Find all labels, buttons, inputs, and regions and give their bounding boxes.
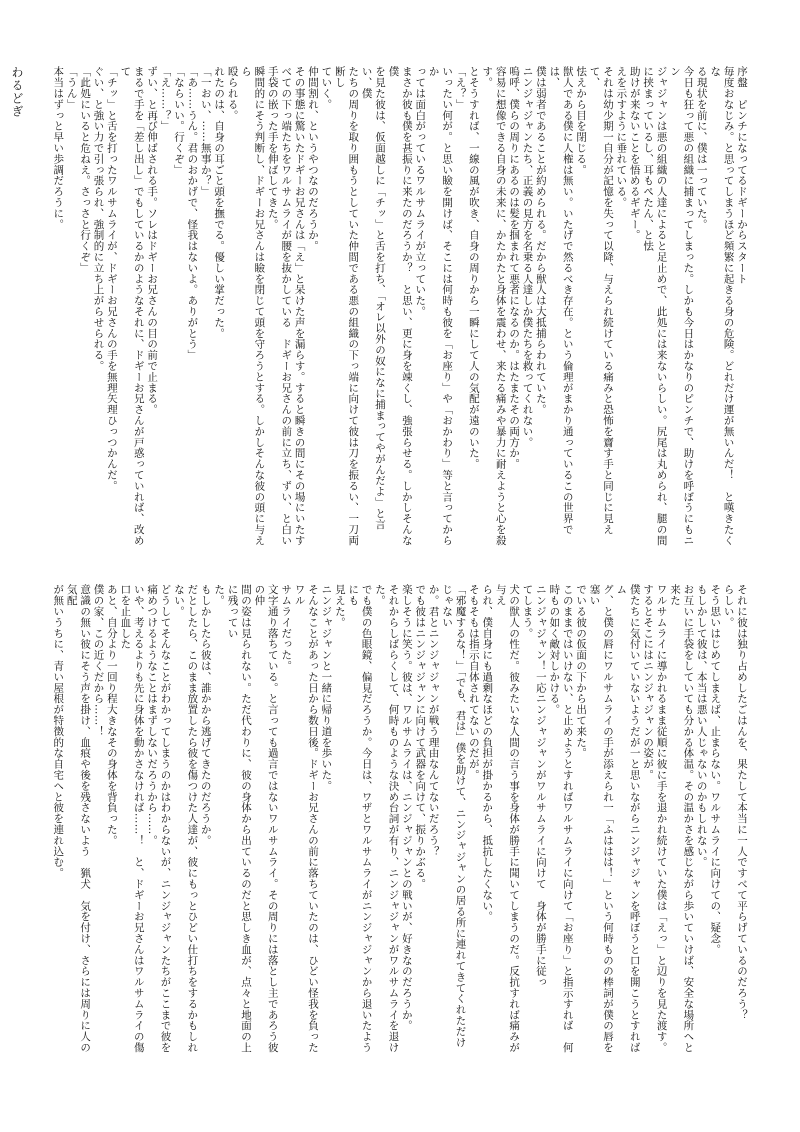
text-line: 怯えから目を閉じる。 xyxy=(575,66,588,175)
text-line: ジャジャンは悪の組織の人達によると足止めで、此処には来ないらしい。尻尾は丸められ、腿の間に挟まっているし、耳もぺたん、と怯 xyxy=(642,66,668,546)
text-line: てしまう。 xyxy=(521,584,534,639)
text-line: でも僕の色眼鏡、偏見だろうか。今日は、ワザとワルサムライがニンジャジャンから退いたようにも xyxy=(347,584,373,1053)
text-line: られ、僕自身にも過剰なほどの負担が掛かるから、抵抗したくない。 xyxy=(481,584,494,922)
text-line: えを示すように垂れている。 xyxy=(615,66,628,208)
text-line: 僕たちに気付いていないようだが一と思いながらニンジャジャンを呼ぼうと口を開こうとすればム xyxy=(615,584,641,1053)
text-line: もしかして彼は、本当は悪い人じゃないのかもしれない。 xyxy=(695,584,708,868)
text-line: するとそこにはニンジャジャンの姿が。 xyxy=(642,584,655,781)
text-line: ニンジャジャン！一応ニンジャジャンがワルサムライに向けて 身体が勝手に従っ xyxy=(534,584,547,988)
text-line: ぐい、と強い力で引っ張られ、強制的に立ち上がらせられる。 xyxy=(92,66,105,372)
text-line: 痛めつけるようなことはまずしないだろうから……。 xyxy=(146,584,159,846)
text-line: もしかしたら彼は、誰かから逃げてきたのだろうか。 xyxy=(199,584,212,846)
text-line: らしい。 xyxy=(722,584,735,628)
text-line: そう思いはじめてしまえば、止まらない。ワルサムライに向けての、疑念。 xyxy=(709,584,722,955)
text-line: でも彼はニンジャジャンに向けて武器を向けて、振りかぶる。 xyxy=(414,584,427,890)
text-line: 序盤 ピンチになってるドギーからスタート xyxy=(736,66,748,284)
text-line: このままではいけない、と止めようとすればワルサムライに向けて「お座り」と指示すれば 何時もの如く敵対しかける。 xyxy=(548,584,574,1053)
text-line: どうしてそんなことがわかってしまうのかはわからないが、ニンジャジャンたちがここまで彼を xyxy=(159,584,172,1053)
text-line: ずい、と再び伸ばされる手。ソレはドギーお兄さんの目の前で止まる。 xyxy=(146,66,159,415)
text-line: グ、と僕の唇にワルサムライの手が添えられ一「ふははは！」という何時ものの棒詞が僕の唇を塞い xyxy=(588,584,614,1053)
text-line: 間の姿は見られない。ただ代わりに、彼の身体から出ているのだと思しき血が、点々と地面の上に残ってい xyxy=(226,584,252,1053)
text-line: ニンジャジャンたち、正義の見方を名乗る人達しか僕たちを救ってくれない。 xyxy=(521,66,534,448)
text-line: ワルサムライに導かれるまま従順に彼に手を退かれ続けていた僕は「えっ」と辺りを見た渡す。 xyxy=(655,584,668,1053)
text-line: ていく。 xyxy=(320,66,333,110)
text-line: でいる彼の仮面の下から出て来た。 xyxy=(575,584,588,759)
text-line: サムライだった。 xyxy=(280,584,293,672)
text-line: ニンジャジャンと一緒に帰り道を歩いた。 xyxy=(320,584,333,792)
text-line: とそうすれば、一線の風が吹き、自身の周りから一瞬にして人の気配が遠のいた。 xyxy=(467,66,480,470)
text-line: その事態に驚いたドギーお兄さんは「え」と呆けた声を漏らす。すると瞬きの間にその場にいたす xyxy=(293,66,306,546)
text-line: たちの周りを取り囲もうとしていた仲間である悪の組織の下っ端に向けて彼は刀を振るい、一刀両断し xyxy=(333,66,360,546)
text-line: 僕は弱者であることが約められる。だから獣人は大抵捕らわれていた。 xyxy=(534,66,547,415)
text-line: まるで手を「差し出し」でもしているかのようなそれに、ドギーお兄さんが戸惑っていれば、改めて xyxy=(119,66,145,546)
text-line: れたのは、自身の耳ごと頭を撫でる。優しい掌だった。 xyxy=(213,66,226,339)
text-line: まさか彼も僕を甚振りに来たのだろうか？ と思い、更に身を竦くし、強張らせる。しかしそんな僕 xyxy=(387,66,413,546)
text-line: 意識の無い彼にそう声を掛け、血痕や後を残さないよう 猟犬 気を付け、さらには周りに人の気配 xyxy=(65,584,92,1053)
text-line: お互いに手袋をしていても分かる体温。その温かさを感じながら歩いていけば、安全な場所へと来た xyxy=(668,584,695,1053)
text-line: べての下っ端たちをワルサムライが腰を抜かしている ドギーお兄さんの前に立ち、ずい、と白い xyxy=(280,66,293,546)
text-line: それからしばらくして、何時ものような決め台詞が有り、ニンジャジャンがワルサムライを退けた。 xyxy=(374,584,400,1053)
text-line: 「チッ」と舌を打ったワルサムライが、ドギーお兄さんの手を無理矢理ひっつかんだ。 xyxy=(105,66,118,492)
text-line: そもそもは指示自体されてないのだが。 xyxy=(467,584,480,781)
text-block-upper xyxy=(52,66,748,546)
text-line: いや、考えるよりも先に身体を動かさなければ……！ と、ドギーお兄さんはワルサムライの傷口を止血した xyxy=(119,584,145,1053)
text-line: を見た彼は、仮面越しに「チッ」と舌を打ち、「オレ以外の奴になに捕まってやがんだよ」と言い、僕 xyxy=(360,66,387,530)
text-line: それに彼は独り占めしたごはんを、果たして本当に一人ですべて平らげているのだろう？ xyxy=(736,584,748,1020)
text-line: 助けが来ないことを悟めるギギー。 xyxy=(628,66,641,241)
page-title: わるどぎ xyxy=(10,66,24,118)
text-line: 見えた。 xyxy=(333,584,346,628)
text-line: っては面白がっているワルサムライが立っていた。 xyxy=(414,66,427,317)
text-line: 嗚呼、僕らの周りにあるのは髪を掴まれて悪者になるのか。はたまたその両方か。 xyxy=(508,66,521,470)
text-line: 犬の獣人の性だ。彼みたいな人間の言う事を身体が勝手に聞いてしまうのだ。反抗すれば痛みが与え xyxy=(494,584,521,1053)
text-line: 瞬間的にそう判断し、ドギーお兄さんは瞼を閉じて頭を守ろうとする。しかしそんな彼の頭に与えら xyxy=(239,66,266,546)
text-line: 「え？」 xyxy=(454,66,467,110)
text-line: 僕の家、この近くだから……！ xyxy=(92,584,105,737)
text-line: か。君とニンジャジャンが戦う理由なんてないだろう？ xyxy=(427,584,440,857)
text-line: が無いうちに、青い屋根が特徴的な自宅へと彼を連れ込む。 xyxy=(52,584,65,879)
text-line: 今日も狂って悪の組織に捕まってしまった。しかも今日はかなりのピンチで、助けを呼ぼうにもニン xyxy=(668,66,695,546)
text-line: 本当はずっと早い歩調だろうに。 xyxy=(52,66,65,230)
text-line: いったい何が。と思い瞼を開けば、そこには何時も彼を「お座り」や「おかわり」等と言ってからか xyxy=(427,66,454,546)
text-line: 毎度おなじみ。と思ってしまうほど頻繁に起きる身の危険。どれだけ運が無いんだ！ と嘆きたくな xyxy=(709,66,735,546)
text-line: 手袋の嵌った手を伸ばしてきた。 xyxy=(266,66,279,230)
text-line: 「ならいい。行くぞ」 xyxy=(172,66,185,175)
text-line: あと、自分より一回り程大きなその身体を背負った。 xyxy=(105,584,118,846)
text-line: 文字通り落ちている。と言っても過言ではないワルサムライ。その周りには落とし主であろう彼の仲 xyxy=(253,584,279,1053)
text-line: 仲間割れ、というやつなのだろうか。 xyxy=(307,66,319,252)
text-line: それは幼少期一自分が記憶を失って以降、与えられ続けている痛みと恐怖を齎す手と同じに見えて、 xyxy=(588,66,614,535)
text-line: 「此処にいると危ねえ。さっさと行くぞ」 xyxy=(79,66,92,274)
text-line: 「一おい、……無事か？」 xyxy=(199,66,212,197)
text-line: 殴られる。 xyxy=(226,66,239,121)
text-line: 楽しそうに笑う。彼は、ワルサムライは、ニンジャジャンとの戦いが、好きなのだろうか。 xyxy=(400,584,413,1031)
text-line: 「邪魔するな！」「でも、君は」僕を助けて、ニンジャジャンの居る所に連れてきてくれただけじゃない xyxy=(441,584,467,1048)
text-line: 容易に想像できる自身の未来に、かたかたと身体を震わせ、来たる痛みや暴力に耐えようと心を殺す。 xyxy=(481,66,507,546)
text-line: 「あ……うん。君のおかげで、怪我はないよ。ありがとう」 xyxy=(186,66,199,361)
text-line: た。 xyxy=(213,584,226,606)
text-block-lower xyxy=(52,584,748,1056)
text-line: 「うん」 xyxy=(65,66,78,110)
text-line: そんなことがあった日から数日後。ドギーお兄さんの前に落ちていたのは、ひどい怪我を負ったワル xyxy=(293,584,319,1053)
text-line: る現状を前に、僕は一っていた。 xyxy=(695,66,708,230)
text-line: 「え……？」 xyxy=(159,66,172,132)
text-line: 獣人である僕に人権は無い。いたげで然るべき存在。という倫理がまかり通っているこの世界では、 xyxy=(548,66,574,535)
text-line: だとしたら、このまま放置したら彼を傷つけた人達が、彼にもっとひどい仕打ちをするかもしれない。 xyxy=(172,584,199,1053)
